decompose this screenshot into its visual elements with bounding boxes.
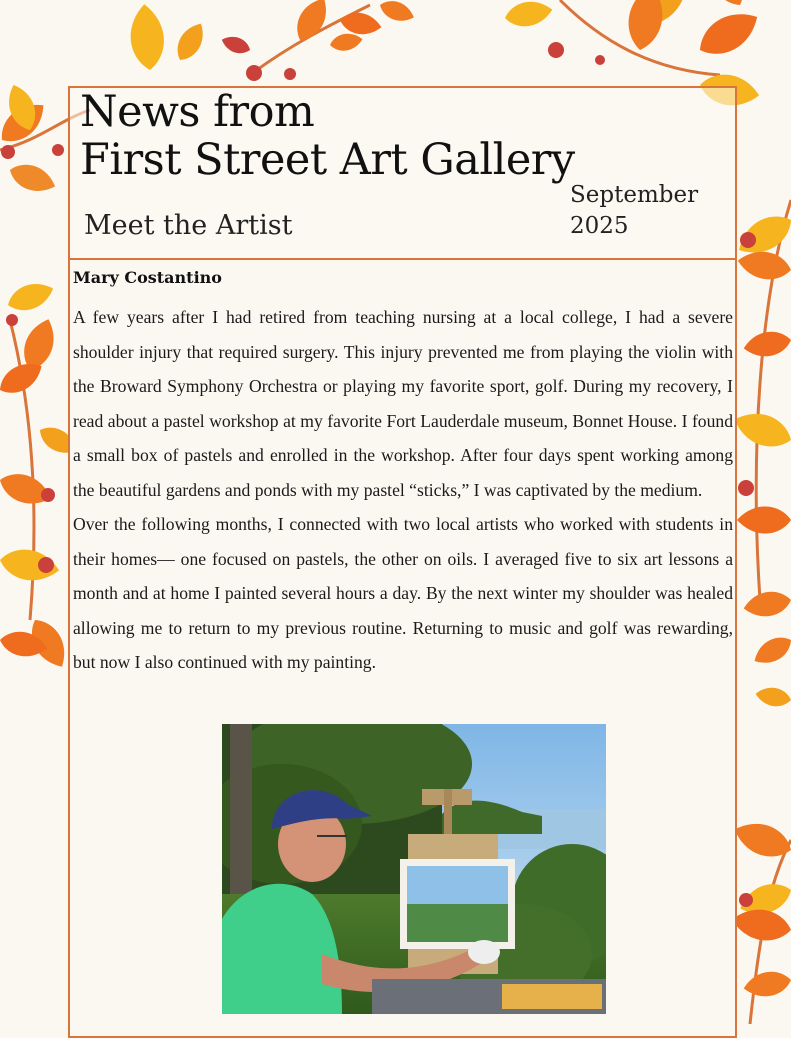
title-line-2: First Street Art Gallery (80, 135, 575, 185)
title-line-1: News from (80, 87, 315, 137)
newsletter-title (80, 88, 575, 184)
section-heading: Meet the Artist (84, 210, 293, 241)
artist-photo (222, 724, 606, 1014)
issue-date (570, 180, 698, 242)
issue-month: September (570, 182, 699, 208)
article-body (73, 300, 733, 680)
article-paragraph: Over the following months, I connected with two local artists who worked with students in their homes— one focused on pastels, the other on oils. I averaged five to six art lessons a month and at home I painted several hours a day. By the next winter my shoulder was healed allowing me to return to my previous routine. Returning to music and golf was rewarding, but now I also continued with my painting. (73, 514, 733, 672)
leaf-cluster-bottom-right (729, 815, 791, 1024)
issue-year: 2025 (570, 213, 629, 239)
article-paragraph: A few years after I had retired from teaching nursing at a local college, I had a severe shoulder injury that required surgery. This injury prevented me from playing the violin with the Broward Symphony Orchestra or playing my favorite sport, golf. During my recovery, I read about a pastel workshop at my favorite Fort Lauderdale museum, Bonnet House. I found a small box of pastels and enrolled in the workshop. After four days spent working among the beautiful gardens and ponds with my pastel “sticks,” I was captivated by the medium. (73, 307, 733, 500)
leaf-cluster-right (729, 200, 791, 709)
artist-name: Mary Costantino (73, 268, 222, 287)
leaf-cluster-top-center (219, 0, 417, 81)
artist-painting-image (222, 724, 606, 1014)
